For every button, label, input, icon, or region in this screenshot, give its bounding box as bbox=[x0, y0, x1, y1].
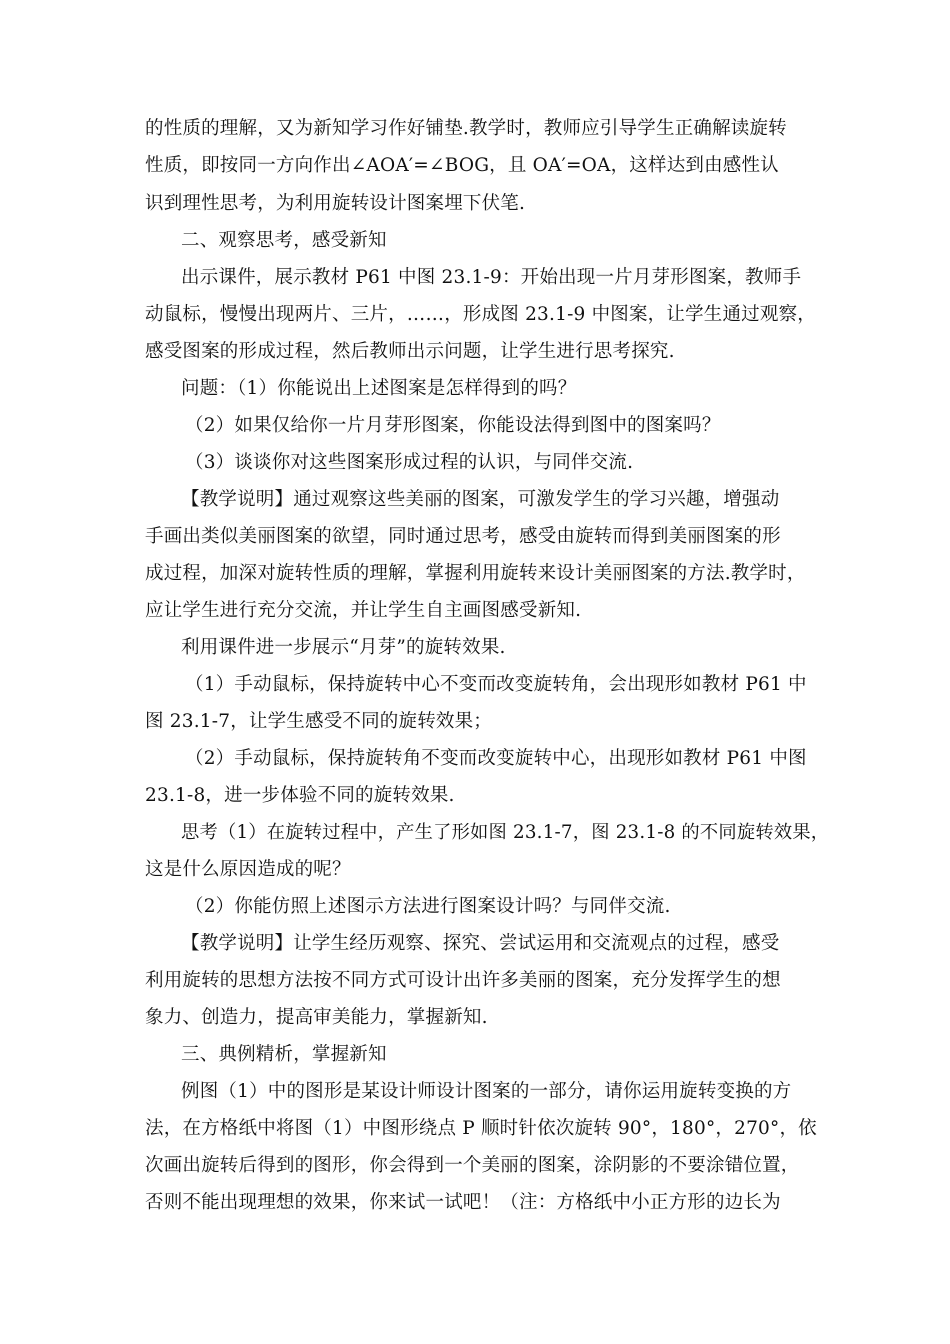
paragraph-line: 法，在方格纸中将图（1）中图形绕点 P 顺时针依次旋转 90°，180°，270°，依 bbox=[145, 1118, 817, 1139]
paragraph-line: （2）你能仿照上述图示方法进行图案设计吗？与同伴交流. bbox=[185, 896, 671, 917]
paragraph-line: 手画出类似美丽图案的欲望，同时通过思考，感受由旋转而得到美丽图案的形 bbox=[145, 526, 781, 547]
paragraph-line: 感受图案的形成过程，然后教师出示问题，让学生进行思考探究. bbox=[145, 341, 675, 362]
teaching-note-line: 【教学说明】通过观察这些美丽的图案，可激发学生的学习兴趣，增强动 bbox=[181, 489, 780, 510]
paragraph-line: 利用课件进一步展示“月芽”的旋转效果. bbox=[181, 637, 506, 658]
section-heading: 二、观察思考，感受新知 bbox=[181, 230, 387, 251]
paragraph-line: 应让学生进行充分交流，并让学生自主画图感受新知. bbox=[145, 600, 582, 621]
paragraph-line: 图 23.1-7，让学生感受不同的旋转效果； bbox=[145, 711, 492, 732]
teaching-note-line: 【教学说明】让学生经历观察、探究、尝试运用和交流观点的过程，感受 bbox=[181, 933, 780, 954]
paragraph-line: （2）手动鼠标，保持旋转角不变而改变旋转中心，出现形如教材 P61 中图 bbox=[185, 748, 807, 769]
paragraph-line: 象力、创造力，提高审美能力，掌握新知. bbox=[145, 1007, 488, 1028]
paragraph-line: 23.1-8，进一步体验不同的旋转效果. bbox=[145, 785, 455, 806]
paragraph-line: （1）手动鼠标，保持旋转中心不变而改变旋转角，会出现形如教材 P61 中 bbox=[185, 674, 807, 695]
paragraph-line: 次画出旋转后得到的图形，你会得到一个美丽的图案，涂阴影的不要涂错位置， bbox=[145, 1155, 800, 1176]
paragraph-line: 识到理性思考，为利用旋转设计图案埋下伏笔. bbox=[145, 193, 526, 214]
section-heading: 三、典例精析，掌握新知 bbox=[181, 1044, 387, 1065]
paragraph-line: 性质，即按同一方向作出∠AOA′=∠BOG，且 OA′=OA，这样达到由感性认 bbox=[145, 155, 779, 176]
paragraph-line: 动鼠标，慢慢出现两片、三片，……，形成图 23.1-9 中图案，让学生通过观察， bbox=[145, 304, 816, 325]
question-line: 问题：（1）你能说出上述图案是怎样得到的吗？ bbox=[181, 378, 577, 399]
question-line: （3）谈谈你对这些图案形成过程的认识，与同伴交流. bbox=[185, 452, 634, 473]
paragraph-line: 这是什么原因造成的呢？ bbox=[145, 859, 351, 880]
paragraph-line: 思考（1）在旋转过程中，产生了形如图 23.1-7，图 23.1-8 的不同旋转效果， bbox=[181, 822, 830, 843]
paragraph-line: 的性质的理解，又为新知学习作好铺垫.教学时，教师应引导学生正确解读旋转 bbox=[145, 118, 787, 139]
paragraph-line: 出示课件，展示教材 P61 中图 23.1-9：开始出现一片月芽形图案，教师手 bbox=[181, 267, 802, 288]
paragraph-line: 否则不能出现理想的效果，你来试一试吧！（注：方格纸中小正方形的边长为 bbox=[145, 1192, 781, 1213]
paragraph-line: 例图（1）中的图形是某设计师设计图案的一部分，请你运用旋转变换的方 bbox=[181, 1081, 792, 1102]
question-line: （2）如果仅给你一片月芽形图案，你能设法得到图中的图案吗？ bbox=[185, 415, 721, 436]
paragraph-line: 利用旋转的思想方法按不同方式可设计出许多美丽的图案，充分发挥学生的想 bbox=[145, 970, 781, 991]
paragraph-line: 成过程，加深对旋转性质的理解，掌握利用旋转来设计美丽图案的方法.教学时， bbox=[145, 563, 806, 584]
